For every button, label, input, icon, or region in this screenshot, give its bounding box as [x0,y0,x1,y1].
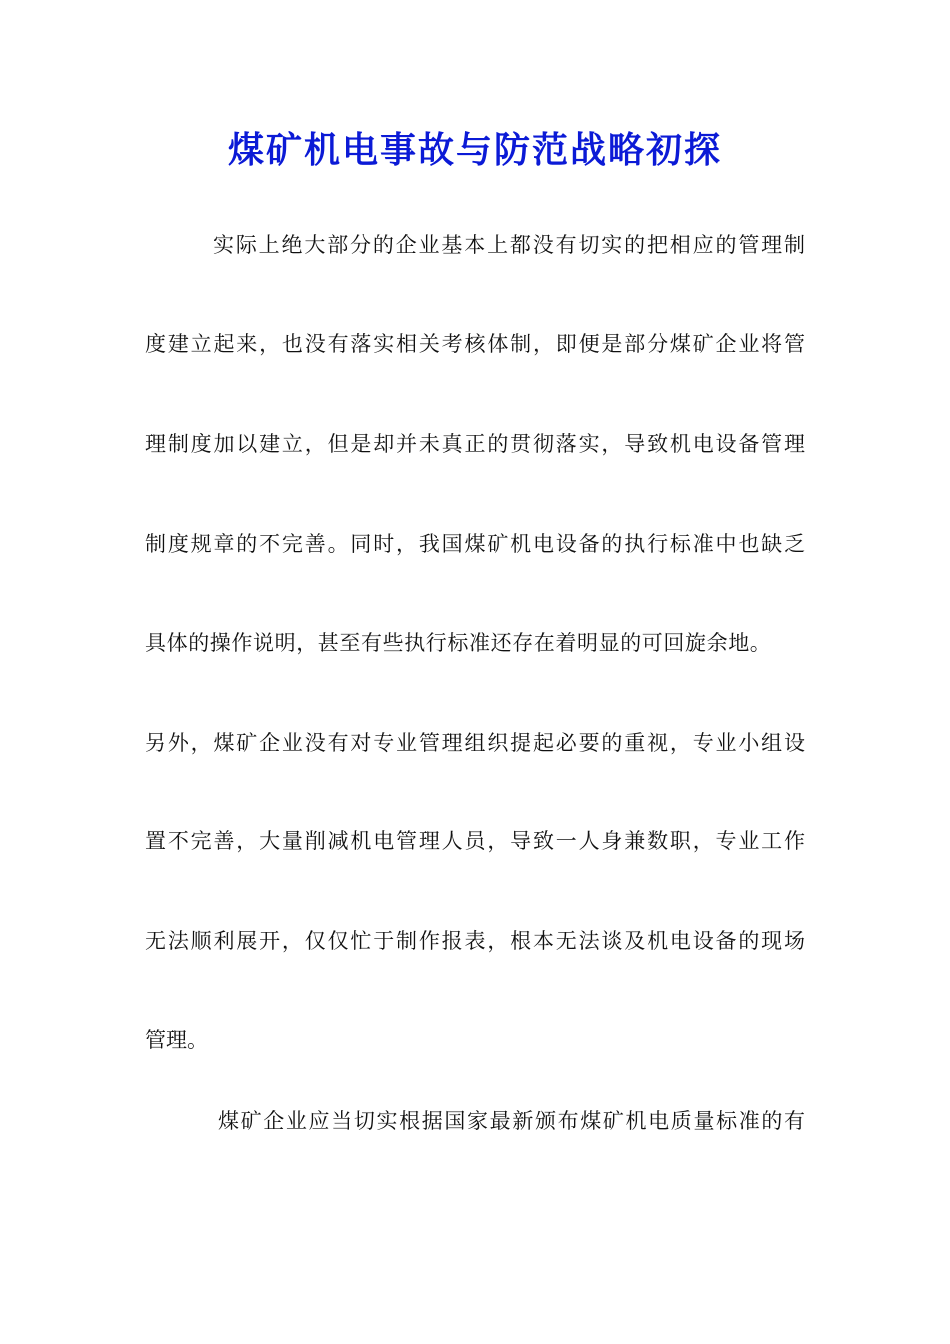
paragraph-line: 制度规章的不完善。同时，我国煤矿机电设备的执行标准中也缺乏 [145,532,805,556]
paragraph-line: 度建立起来，也没有落实相关考核体制，即便是部分煤矿企业将管 [145,332,805,356]
paragraph-line: 管理。 [145,1028,208,1052]
paragraph-line: 另外，煤矿企业没有对专业管理组织提起必要的重视，专业小组设 [145,731,805,755]
document-title: 煤矿机电事故与防范战略初探 [227,129,722,171]
paragraph-line: 实际上绝大部分的企业基本上都没有切实的把相应的管理制 [213,233,805,257]
paragraph-line: 无法顺利展开，仅仅忙于制作报表，根本无法谈及机电设备的现场 [145,929,805,953]
paragraph-line: 理制度加以建立，但是却并未真正的贯彻落实，导致机电设备管理 [145,432,805,456]
paragraph-line: 具体的操作说明，甚至有些执行标准还存在着明显的可回旋余地。 [145,631,772,655]
paragraph-line: 煤矿企业应当切实根据国家最新颁布煤矿机电质量标准的有 [218,1109,805,1133]
paragraph-line: 置不完善，大量削减机电管理人员，导致一人身兼数职，专业工作 [145,829,805,853]
